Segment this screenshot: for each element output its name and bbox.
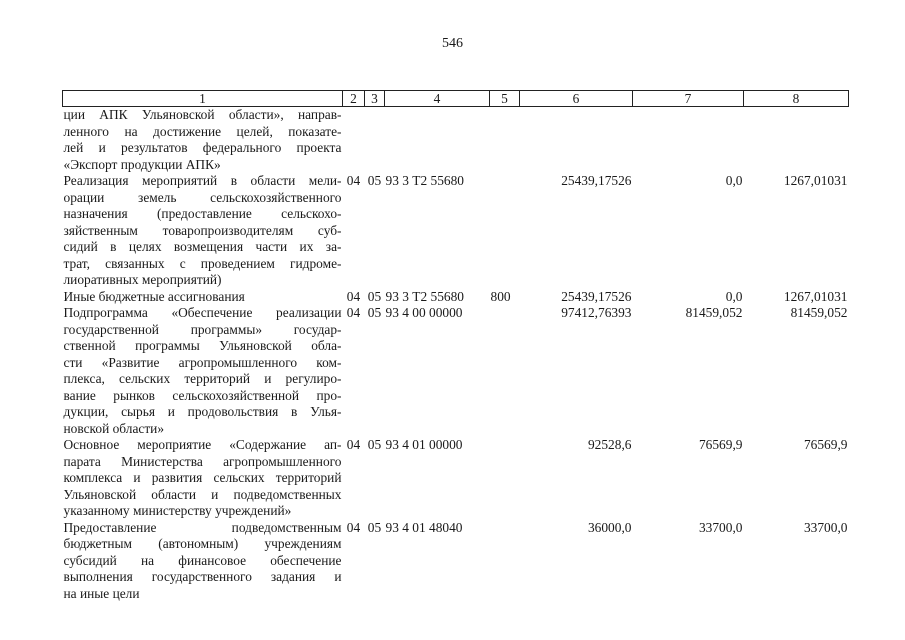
row-name-line: лиоративных мероприятий) xyxy=(63,272,222,287)
row-name-line: указанному министерству учреждений» xyxy=(63,503,292,518)
column-header-1: 1 xyxy=(63,91,343,107)
cell-c2: 04 xyxy=(346,437,361,452)
table-row xyxy=(63,107,849,174)
column-header-7: 7 xyxy=(633,91,744,107)
row-name-line: Предоставление подведомственным xyxy=(63,519,342,535)
cell-c6 xyxy=(520,107,633,174)
cell-c6: 36000,0 xyxy=(587,519,632,535)
cell-c2: 04 xyxy=(346,519,361,535)
cell-c4: 93 4 01 00000 xyxy=(385,437,463,452)
cell-c2: 04 xyxy=(346,288,361,304)
page-number: 546 xyxy=(442,36,463,51)
cell-c8 xyxy=(744,107,849,174)
row-name-line: трат, связанных с проведением гидроме- xyxy=(63,255,342,271)
row-name-cell xyxy=(63,305,343,437)
cell-c8: 1267,01031 xyxy=(783,173,848,188)
row-name-line: новской области» xyxy=(63,420,165,436)
row-name-cell xyxy=(63,173,343,289)
row-name-line: бюджетным (автономным) учреждениям xyxy=(63,536,342,551)
row-name-cell xyxy=(63,289,343,306)
row-name-line: выполнения государственного задания и xyxy=(63,569,342,584)
row-name-line: государственной программы» государ- xyxy=(63,321,342,337)
cell-c5 xyxy=(490,305,520,437)
cell-c4 xyxy=(385,107,490,174)
row-name-line: ственной программы Ульяновской обла- xyxy=(63,338,342,353)
cell-c7: 81459,052 xyxy=(685,305,743,320)
table-row xyxy=(63,305,849,437)
row-name-cell xyxy=(63,520,343,603)
header-row xyxy=(63,91,849,107)
cell-c7: 0,0 xyxy=(725,173,743,188)
cell-c6: 97412,76393 xyxy=(561,305,632,320)
cell-c4: 93 4 00 00000 xyxy=(385,305,463,320)
row-name-line: парата Министерства агропромышленного xyxy=(63,453,342,469)
cell-c7: 0,0 xyxy=(725,288,743,304)
column-header-6: 6 xyxy=(520,91,633,107)
row-name-line: Иные бюджетные ассигнования xyxy=(63,288,245,304)
cell-c5 xyxy=(490,520,520,603)
row-name-line: Ульяновской области и подведомственных xyxy=(63,486,342,502)
cell-c8: 81459,052 xyxy=(790,305,848,320)
row-name-line: на иные цели xyxy=(63,585,140,601)
row-name-line: лей и результатов федерального проекта xyxy=(63,140,342,155)
table-row xyxy=(63,289,849,306)
row-name-line: вание рынков сельскохозяйственной про- xyxy=(63,387,342,403)
cell-c3: 05 xyxy=(367,173,382,188)
cell-c2: 04 xyxy=(346,173,361,188)
row-name-line: зяйственным товаропроизводителям суб- xyxy=(63,222,342,238)
budget-table xyxy=(62,90,849,602)
row-name-cell xyxy=(63,437,343,520)
cell-c5: 800 xyxy=(490,288,511,304)
cell-c3: 05 xyxy=(367,437,382,452)
row-name-line: Подпрограмма «Обеспечение реализации xyxy=(63,305,342,320)
cell-c3: 05 xyxy=(367,519,382,535)
row-name-line: сидий в целях возмещения части их за- xyxy=(63,239,342,254)
cell-c6: 25439,17526 xyxy=(561,288,632,304)
row-name-line: дукции, сырья и продовольствия в Улья- xyxy=(63,404,342,419)
column-header-3: 3 xyxy=(365,91,385,107)
row-name-line: Основное мероприятие «Содержание ап- xyxy=(63,437,342,452)
cell-c5 xyxy=(490,107,520,174)
cell-c5 xyxy=(490,437,520,520)
cell-c5 xyxy=(490,173,520,289)
row-name-cell xyxy=(63,107,343,174)
cell-c4: 93 3 Т2 55680 xyxy=(385,173,464,188)
column-header-2: 2 xyxy=(343,91,365,107)
cell-c6: 92528,6 xyxy=(587,437,632,452)
row-name-line: субсидий на финансовое обеспечение xyxy=(63,552,342,568)
table-row xyxy=(63,437,849,520)
row-name-line: плекса, сельских территорий и регулиро- xyxy=(63,371,342,386)
cell-c4: 93 4 01 48040 xyxy=(385,519,463,535)
row-name-line: ции АПК Ульяновской области», направ- xyxy=(63,107,342,122)
row-name-line: ленного на достижение целей, показате- xyxy=(63,123,342,139)
cell-c3 xyxy=(365,107,385,174)
column-header-8: 8 xyxy=(744,91,849,107)
cell-c6: 25439,17526 xyxy=(561,173,632,188)
row-name-line: назначения (предоставление сельскохо- xyxy=(63,206,342,221)
cell-c8: 76569,9 xyxy=(803,437,848,452)
row-name-line: сти «Развитие агропромышленного ком- xyxy=(63,354,342,370)
cell-c8: 1267,01031 xyxy=(783,288,848,304)
cell-c2: 04 xyxy=(346,305,361,320)
cell-c7 xyxy=(633,107,744,174)
cell-c8: 33700,0 xyxy=(803,519,848,535)
table-row xyxy=(63,520,849,603)
row-name-line: Реализация мероприятий в области мели- xyxy=(63,173,342,188)
cell-c3: 05 xyxy=(367,305,382,320)
cell-c7: 76569,9 xyxy=(698,437,743,452)
column-header-5: 5 xyxy=(490,91,520,107)
cell-c2 xyxy=(343,107,365,174)
row-name-line: комплекса и развития сельских территорий xyxy=(63,470,342,485)
table-row xyxy=(63,173,849,289)
cell-c7: 33700,0 xyxy=(698,519,743,535)
column-header-4: 4 xyxy=(385,91,490,107)
cell-c3: 05 xyxy=(367,288,382,304)
row-name-line: орации земель сельскохозяйственного xyxy=(63,189,342,205)
row-name-line: «Экспорт продукции АПК» xyxy=(63,156,221,172)
cell-c4: 93 3 Т2 55680 xyxy=(385,288,464,304)
